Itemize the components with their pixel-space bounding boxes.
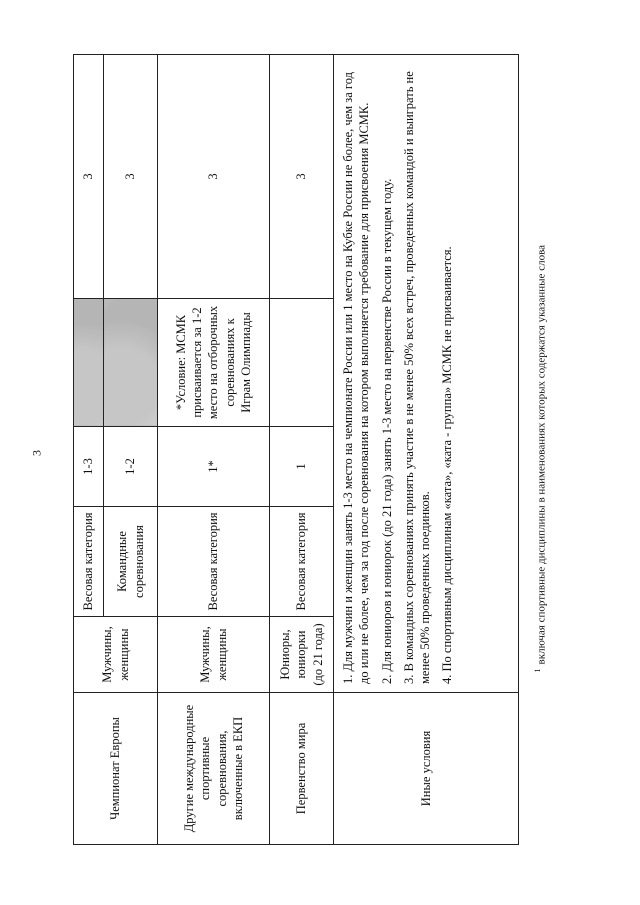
category-cell: Весовая категория (270, 507, 334, 617)
requirements-table (73, 54, 519, 845)
other-conditions-cell (334, 55, 519, 693)
category-cell: Весовая категория (74, 507, 104, 617)
empty-cell (270, 299, 334, 427)
requirement-cell: 3 (74, 55, 104, 299)
page-number: 3 (29, 450, 44, 456)
gender-cell: Юниоры, юниорки (до 21 года) (270, 617, 334, 693)
category-cell: Командные соревнования (104, 507, 158, 617)
category-cell: Весовая категория (158, 507, 270, 617)
footnote-text: включая спортивные дисциплины в наименованиях которых содержатся указанные слова (535, 245, 548, 665)
condition-cell: *Условие: МСМК присваивается за 1-2 место на отборочных соревнованиях к Играм Олимпиады (158, 299, 270, 427)
requirement-cell: 3 (270, 55, 334, 299)
requirement-cell: 3 (158, 55, 270, 299)
shaded-cell (104, 299, 158, 427)
table-row (270, 55, 334, 845)
condition-item: 1. Для мужчин и женщин занять 1-3 место на чемпионате России или 1 место на Кубке России не более, чем за год до или не более, чем за год после соревнования на котором выполняется требование для присвоения МСМК. (341, 72, 372, 684)
requirement-cell: 3 (104, 55, 158, 299)
other-conditions-label: Иные условия (334, 693, 519, 845)
shaded-cell (74, 299, 104, 427)
table-row (334, 55, 519, 845)
condition-item: 4. По спортивным дисциплинам «ката», «ката - группа» МСМК не присваивается. (440, 246, 455, 684)
competition-cell: Другие международные спортивные соревнования, включенные в ЕКП (158, 693, 270, 845)
condition-item: 2. Для юниоров и юниорок (до 21 года) занять 1-3 место на первенстве России в текущем году. (379, 178, 394, 684)
footnote-mark: 1 (533, 668, 542, 673)
places-cell: 1-2 (104, 427, 158, 507)
places-cell: 1 (270, 427, 334, 507)
competition-cell: Чемпионат Европы (74, 693, 158, 845)
gender-cell: Мужчины, женщины (158, 617, 270, 693)
places-cell: 1-3 (74, 427, 104, 507)
table-row (74, 55, 104, 845)
places-cell: 1* (158, 427, 270, 507)
footnote (533, 245, 548, 672)
competition-cell: Первенство мира (270, 693, 334, 845)
table-container (73, 55, 519, 845)
condition-item: 3. В командных соревнованиях принять участие в не менее 50% всех встреч, проведенных командой и выиграть не менее 50% проведенных поединков. (401, 71, 432, 684)
table-row (158, 55, 270, 845)
gender-cell: Мужчины, женщины (74, 617, 158, 693)
